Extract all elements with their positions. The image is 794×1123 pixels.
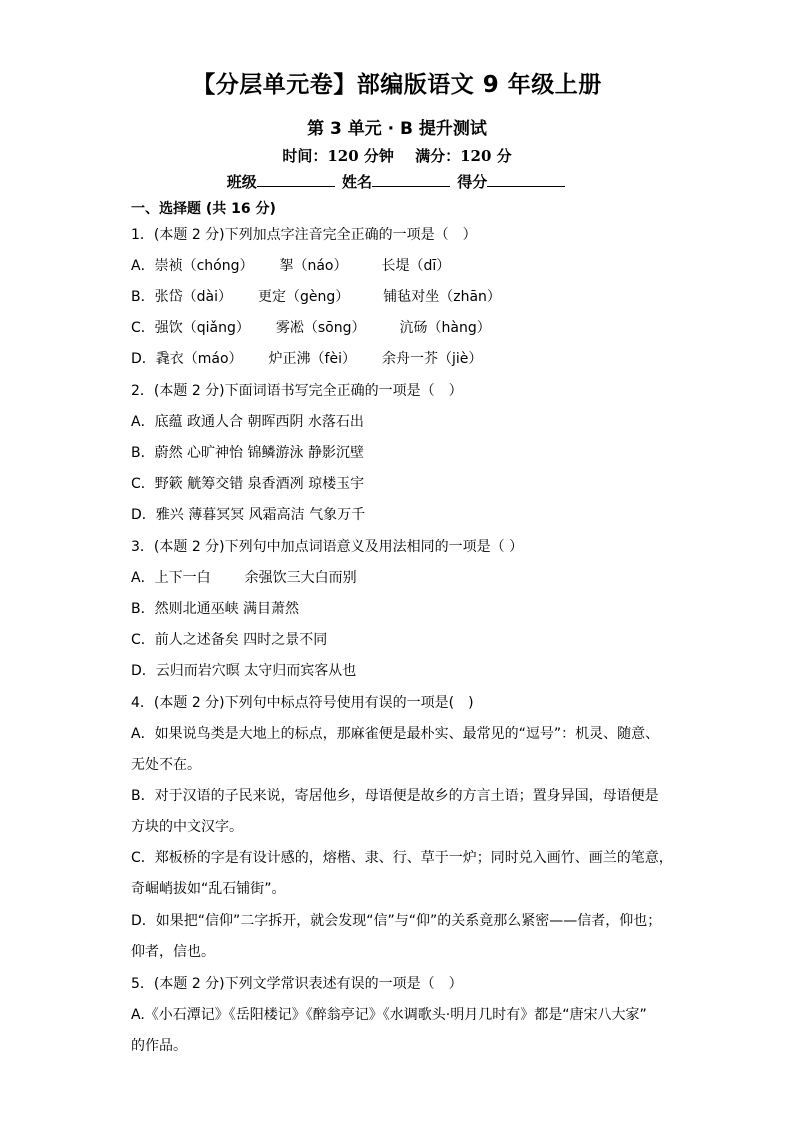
student-info-line: [0, 171, 794, 192]
points-label: 得分: [457, 173, 488, 191]
q3-a-1: A．上下一白: [131, 570, 211, 586]
q1-d-3: 余舟一芥（jiè）: [382, 351, 483, 367]
q1-stem: 1．(本题 2 分)下列加点字注音完全正确的一项是（ ）: [131, 227, 477, 243]
q4-option-a-line1: A．如果说鸟类是大地上的标点，那麻雀便是最朴实、最常见的“逗号”：机灵、随意、: [131, 726, 660, 742]
q1-d-1: D．毳衣（máo）: [131, 351, 243, 367]
q2-option-a: A．底蕴 政通人合 朝晖西阴 水落石出: [131, 414, 364, 430]
q1-b-3: 铺毡对坐（zhān）: [383, 289, 501, 305]
q2-stem: 2．(本题 2 分)下面词语书写完全正确的一项是（ ）: [131, 383, 463, 399]
q5-stem: 5．(本题 2 分)下列文学常识表述有误的一项是（ ）: [131, 976, 463, 992]
q4-option-c-line1: C．郑板桥的字是有设计感的，熔楷、隶、行、草于一炉；同时兑入画竹、画兰的笔意，: [131, 850, 673, 866]
exam-subtitle: 第 3 单元 · B 提升测试: [307, 119, 487, 139]
class-label: 班级: [226, 173, 257, 191]
q3-option-c: C．前人之述备矣 四时之景不同: [131, 632, 328, 648]
time-limit: 时间：120 分钟: [282, 147, 394, 165]
exam-title: 【分层单元卷】部编版语文 9 年级上册: [192, 72, 602, 98]
name-label: 姓名: [341, 173, 372, 191]
q1-option-d: [131, 348, 482, 368]
q1-option-a: [131, 255, 450, 275]
time-score-line: [0, 145, 794, 166]
q4-option-d-line2: 仰者，信也。: [131, 944, 215, 960]
q2-option-c: C．野簌 觥筹交错 泉香酒冽 琼楼玉宇: [131, 476, 365, 492]
q4-option-b-line2: 方块的中文汉字。: [131, 819, 243, 835]
q3-a-2: 余强饮三大白而别: [244, 570, 357, 586]
name-blank[interactable]: [372, 172, 450, 187]
q5-option-a-line2: 的作品。: [131, 1038, 187, 1054]
q1-a-1: A．崇祯（chóng）: [131, 258, 254, 274]
q4-option-c-line2: 奇崛峭拔如“乱石铺街”。: [131, 881, 286, 897]
q1-option-b: [131, 286, 501, 306]
q4-option-b-line1: B．对于汉语的子民来说，寄居他乡，母语便是故乡的方言土语；置身异国，母语便是: [131, 788, 659, 804]
q3-option-a: [131, 567, 357, 587]
q1-c-1: C．强饮（qiǎng）: [131, 320, 250, 336]
section-choice-title: 一、选择题 (共 16 分): [131, 201, 276, 217]
q1-c-3: 沆砀（hàng）: [399, 320, 491, 336]
q2-option-d: D．雅兴 薄暮冥冥 风霜高洁 气象万千: [131, 507, 366, 523]
q1-a-2: 挐（náo）: [279, 258, 348, 274]
q1-b-1: B．张岱（dài）: [131, 289, 232, 305]
q3-stem: 3．(本题 2 分)下列句中加点词语意义及用法相同的一项是（ ）: [131, 539, 524, 555]
q1-b-2: 更定（gèng）: [257, 289, 350, 305]
points-blank[interactable]: [487, 172, 565, 187]
q1-d-2: 炉正沸（fèi）: [268, 351, 356, 367]
q1-a-3: 长堤（dī）: [381, 258, 451, 274]
class-blank[interactable]: [257, 172, 335, 187]
q3-option-d: D．云归而岩穴暝 太守归而宾客从也: [131, 663, 357, 679]
q5-option-a-line1: A.《小石潭记》《岳阳楼记》《醉翁亭记》《水调歌头·明月几时有》都是“唐宋八大家”: [131, 1007, 647, 1023]
q4-stem: 4．(本题 2 分)下列句中标点符号使用有误的一项是( ): [131, 695, 474, 711]
full-score: 满分：120 分: [415, 147, 512, 165]
q1-option-c: [131, 317, 491, 337]
q1-c-2: 雾凇（sōng）: [275, 320, 366, 336]
q4-option-a-line2: 无处不在。: [131, 757, 201, 773]
q4-option-d-line1: D．如果把“信仰”二字拆开，就会发现“信”与“仰”的关系竟那么紧密——信者，仰也；: [131, 913, 662, 929]
q2-option-b: B．蔚然 心旷神怡 锦鳞游泳 静影沉壁: [131, 445, 364, 461]
q3-option-b: B．然则北通巫峡 满目萧然: [131, 601, 300, 617]
